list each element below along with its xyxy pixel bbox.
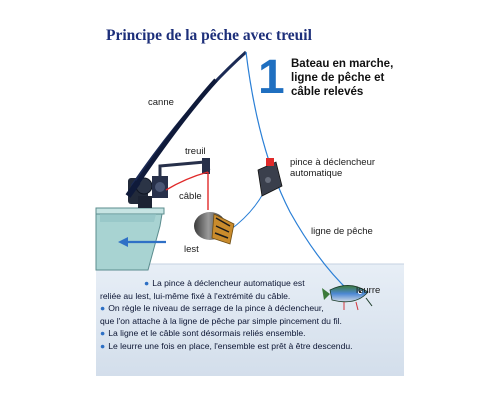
note-line xyxy=(100,327,400,340)
bullet-icon: ● xyxy=(100,340,106,351)
bullet-icon: ● xyxy=(100,328,106,338)
step-number: 1 xyxy=(258,51,285,104)
note-line: que l'on attache à la ligne de pêche par simple pincement du fil. xyxy=(100,315,342,326)
label-ligne: ligne de pêche xyxy=(311,226,373,237)
note-line xyxy=(100,302,400,315)
step-caption-line: Bateau en marche, xyxy=(291,58,394,70)
note-line: reliée au lest, lui-même fixé à l'extrémité du câble. xyxy=(100,290,291,301)
clip-leader xyxy=(230,192,264,230)
label-pince-line: pince à déclencheur xyxy=(290,157,376,168)
bullet-icon: ● xyxy=(144,278,150,288)
bullet-icon: ● xyxy=(100,303,106,313)
note-text: Le leurre une fois en place, l'ensemble est prêt à être descendu. xyxy=(108,340,353,351)
cable-to-reel xyxy=(166,172,208,190)
label-treuil: treuil xyxy=(185,146,206,157)
lead-weight-lest xyxy=(194,212,234,244)
label-canne: canne xyxy=(148,97,174,108)
boat xyxy=(96,208,164,270)
note-text: On règle le niveau de serrage de la pince à déclencheur, xyxy=(108,303,324,313)
step-caption-line: ligne de pêche et xyxy=(291,72,385,84)
label-cable: câble xyxy=(179,191,202,202)
diagram-title: Principe de la pêche avec treuil xyxy=(106,27,312,44)
notes-block xyxy=(100,277,400,352)
note-line xyxy=(100,277,400,290)
note-text: La ligne et le câble sont désormais reliés ensemble. xyxy=(108,328,306,338)
note-line xyxy=(100,340,400,353)
step-caption xyxy=(291,57,401,99)
label-leurre: leurre xyxy=(356,285,381,296)
release-clip-pince xyxy=(258,158,282,196)
label-pince-line: automatique xyxy=(290,168,343,179)
label-pince xyxy=(290,157,375,179)
fishing-rod xyxy=(128,52,246,196)
step-caption-line: câble relevés xyxy=(291,86,364,98)
note-text: La pince à déclencheur automatique est xyxy=(152,278,305,288)
label-lest: lest xyxy=(184,244,199,255)
